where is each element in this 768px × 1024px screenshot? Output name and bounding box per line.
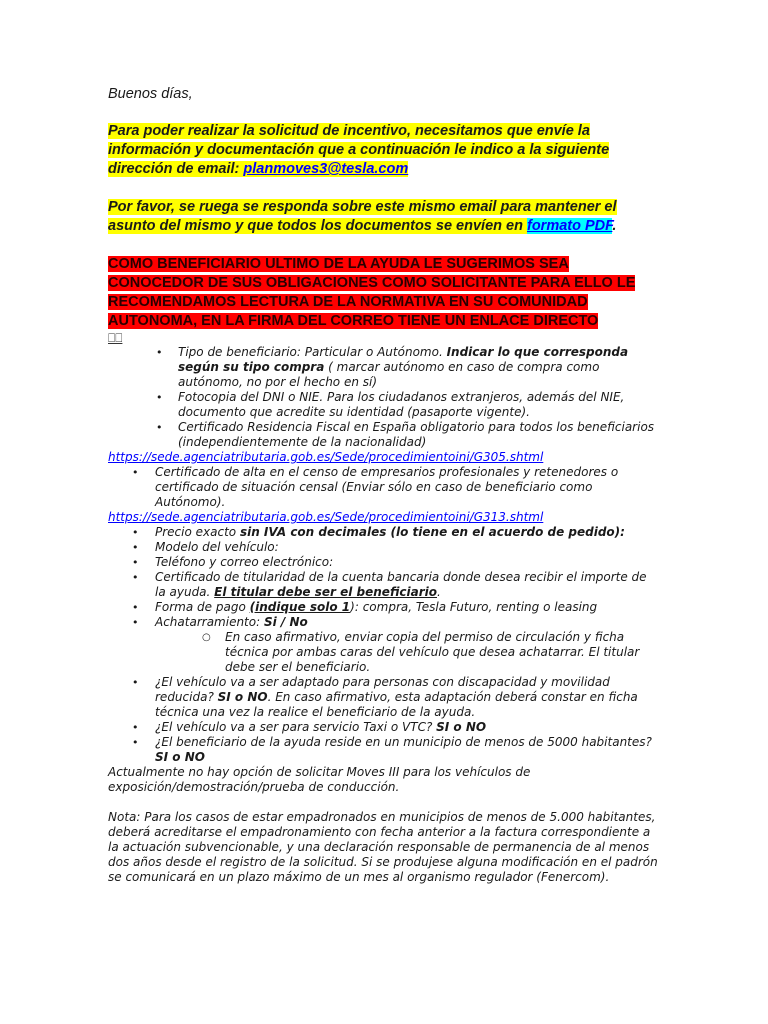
intro-paragraph: [108, 122, 658, 179]
item-bold: (indique solo 1: [249, 600, 351, 614]
warning-text: COMO BENEFICIARIO ULTIMO DE LA AYUDA LE SUGERIMOS SEA CONOCEDOR DE SUS OBLIGACIONES COMO SOLICITANTE PARA ELLO LE RECOMENDAMOS LECTURA DE LA NORMATIVA EN SU COMUNIDAD AUTONOMA, EN LA FIRMA DEL CORREO TIENE UN ENLACE DIRECTO: [108, 256, 636, 329]
item-text: Achatarramiento:: [155, 615, 264, 629]
list-item: [108, 600, 658, 615]
item-text: Certificado de titularidad de la cuenta bancaria donde desea recibir el importe de la ayuda.: [155, 570, 647, 599]
bullet-disc: •: [132, 736, 139, 749]
item-text-end: ( marcar autónomo en caso de compra como autónomo, no por el hecho en sí): [178, 360, 600, 389]
intro-text: Para poder realizar la solicitud de incentivo, necesitamos que envíe la información y documentación que a continuación le indico a la siguiente dirección de email:: [108, 123, 610, 177]
list-item: [108, 570, 658, 600]
bullet-disc: •: [132, 526, 139, 539]
item-text: Tipo de beneficiario: Particular o Autónomo.: [178, 345, 447, 359]
url-g305-link[interactable]: https://sede.agenciatributaria.gob.es/Sede/procedimientoini/G305.shtml: [108, 450, 544, 464]
bullet-disc: •: [132, 721, 139, 734]
censo-list: [108, 465, 658, 510]
email-body: [108, 86, 658, 885]
requirements-list-a: [108, 345, 658, 450]
bullet-disc: •: [132, 616, 139, 629]
item-bold: Indicar lo que corresponda según su tipo compra: [178, 345, 629, 374]
item-bold: SI o NO: [436, 720, 487, 734]
url-g305: [108, 450, 658, 465]
item-text: Certificado de alta en el censo de empresarios profesionales y retenedores o certificado de situación censal (Enviar sólo en caso de beneficiario como Autónomo).: [155, 465, 619, 509]
greeting: Buenos días,: [108, 86, 193, 102]
bullet-disc: •: [132, 541, 139, 554]
bullet-disc: •: [156, 421, 163, 434]
warning-paragraph: [108, 255, 658, 331]
list-item: [108, 675, 658, 720]
list-item: [108, 555, 658, 570]
list-item: [108, 420, 658, 450]
final-note: Nota: Para los casos de estar empadronados en municipios de menos de 5.000 habitantes, deberá acreditarse el empadronamiento con fecha anterior a la factura correspondiente a la actuación subvencionable, y una declaración responsable de permanencia de al menos dos años desde el registro de la solicitud. Si se produjese alguna modificación en el padrón se comunicará en un plazo máximo de un mes al organismo regulador (Fenercom).: [108, 810, 658, 884]
spacer: [108, 795, 658, 810]
item-bold: Si / No: [263, 615, 308, 629]
item-bold: sin IVA con decimales (lo tiene en el acuerdo de pedido):: [239, 525, 625, 539]
pdf-format-link[interactable]: formato PDF: [526, 218, 613, 234]
item-text: Precio exacto: [155, 525, 240, 539]
list-item: [108, 720, 658, 735]
item-text: ¿El beneficiario de la ayuda reside en un municipio de menos de 5000 habitantes?: [155, 735, 652, 749]
item-text: ¿El vehículo va a ser para servicio Taxi o VTC?: [155, 720, 437, 734]
bullet-disc: •: [132, 601, 139, 614]
item-text-end: ): compra, Tesla Futuro, renting o leasing: [350, 600, 598, 614]
list-item: [108, 390, 658, 420]
list-subitem: [108, 630, 658, 675]
list-item: [108, 345, 658, 390]
item-text: ¿El vehículo va a ser adaptado para personas con discapacidad y movilidad reducida?: [155, 675, 610, 704]
moves-note: Actualmente no hay opción de solicitar Moves III para los vehículos de exposición/demostración/prueba de conducción.: [108, 765, 531, 794]
item-text: Teléfono y correo electrónico:: [155, 555, 334, 569]
bullet-disc: •: [132, 676, 139, 689]
item-text: Forma de pago: [155, 600, 250, 614]
item-bold: SI o NO: [217, 690, 268, 704]
request-paragraph: [108, 198, 658, 236]
item-text: En caso afirmativo, enviar copia del permiso de circulación y ficha técnica por ambas caras del vehículo que desea achatarrar. El titular debe ser el beneficiario.: [225, 630, 640, 674]
item-text-end: . En caso afirmativo, esta adaptación deberá constar en ficha técnica una vez la realice el beneficiario de la ayuda.: [155, 690, 638, 719]
list-item: [108, 465, 658, 510]
item-bold: El titular debe ser el beneficiario: [214, 585, 437, 599]
bullet-disc: •: [132, 466, 139, 479]
url-g313: [108, 510, 658, 525]
request-end: .: [612, 218, 617, 234]
email-link[interactable]: planmoves3@tesla.com: [243, 161, 409, 177]
item-text-end: .: [437, 585, 441, 599]
item-bold: SI o NO: [155, 750, 205, 764]
item-text: Certificado Residencia Fiscal en España obligatorio para todos los beneficiarios (independientemente de la nacionalidad): [178, 420, 655, 449]
requirements-list-b: [108, 525, 658, 765]
list-item: [108, 615, 658, 630]
attachment-symbol: ⎕⎕: [108, 331, 123, 345]
item-text: Fotocopia del DNI o NIE. Para los ciudadanos extranjeros, además del NIE, documento que acredite su identidad (pasaporte vigente).: [178, 390, 625, 419]
bullet-disc: •: [132, 571, 139, 584]
request-text: Por favor, se ruega se responda sobre este mismo email para mantener el asunto del mismo y que todos los documentos se envíen en: [108, 199, 617, 234]
list-item: [108, 525, 658, 540]
bullet-disc: •: [132, 556, 139, 569]
url-g313-link[interactable]: https://sede.agenciatributaria.gob.es/Sede/procedimientoini/G313.shtml: [108, 510, 544, 524]
bullet-disc: •: [156, 346, 163, 359]
list-item: [108, 735, 658, 765]
bullet-circle: ○: [202, 632, 211, 643]
bullet-disc: •: [156, 391, 163, 404]
list-item: [108, 540, 658, 555]
item-text: Modelo del vehículo:: [155, 540, 279, 554]
